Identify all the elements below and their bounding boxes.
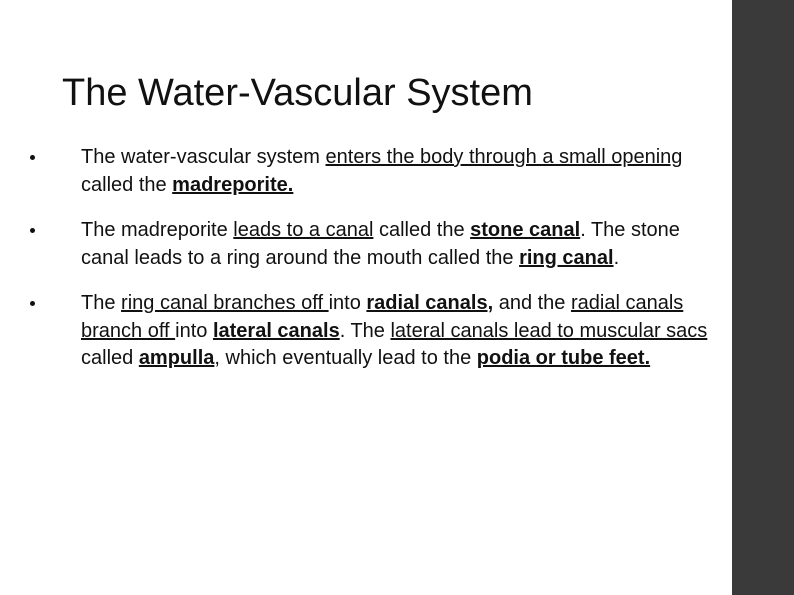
bullet-text: and the bbox=[493, 292, 571, 314]
underlined-phrase: radial canals branch off bbox=[81, 292, 684, 342]
key-term: radial canals, bbox=[366, 292, 494, 314]
bullet-text: called the bbox=[81, 173, 173, 196]
bullet-item-2 bbox=[28, 217, 708, 272]
bullet-text: , which eventually lead to the bbox=[214, 347, 477, 369]
bullet-dot-icon bbox=[30, 155, 35, 160]
bullet-dot-icon bbox=[30, 228, 35, 233]
bullet-text: The bbox=[81, 292, 122, 314]
key-term: lateral canals bbox=[212, 319, 340, 342]
bullet-text: The water-vascular system bbox=[81, 146, 326, 168]
key-term: ring canal bbox=[519, 246, 614, 269]
bullet-text: into bbox=[175, 319, 213, 342]
dark-sidebar-panel bbox=[732, 0, 794, 595]
bullet-text: . The stone canal leads to a ring around the mouth called the bbox=[81, 219, 680, 269]
key-term: madreporite. bbox=[172, 173, 294, 196]
bullet-text: into bbox=[328, 292, 367, 314]
bullet-item-1 bbox=[28, 144, 708, 199]
bullet-text: . The bbox=[339, 319, 391, 342]
bullet-list bbox=[28, 144, 708, 373]
underlined-phrase: enters the body through a small opening bbox=[325, 146, 683, 168]
bullet-text: The madreporite bbox=[81, 219, 234, 241]
underlined-phrase: lateral canals lead to muscular sacs bbox=[390, 319, 708, 342]
bullet-text: called the bbox=[373, 219, 471, 241]
key-term: ampulla bbox=[138, 347, 215, 369]
key-term: podia or tube feet. bbox=[476, 347, 651, 369]
underlined-phrase: ring canal branches off bbox=[121, 292, 329, 314]
bullet-item-3 bbox=[28, 290, 708, 373]
slide-title: The Water-Vascular System bbox=[62, 72, 533, 114]
key-term: stone canal bbox=[470, 219, 581, 241]
bullet-dot-icon bbox=[30, 301, 35, 306]
bullet-text: called bbox=[81, 347, 139, 369]
bullet-text: . bbox=[613, 246, 620, 269]
underlined-phrase: leads to a canal bbox=[233, 219, 374, 241]
